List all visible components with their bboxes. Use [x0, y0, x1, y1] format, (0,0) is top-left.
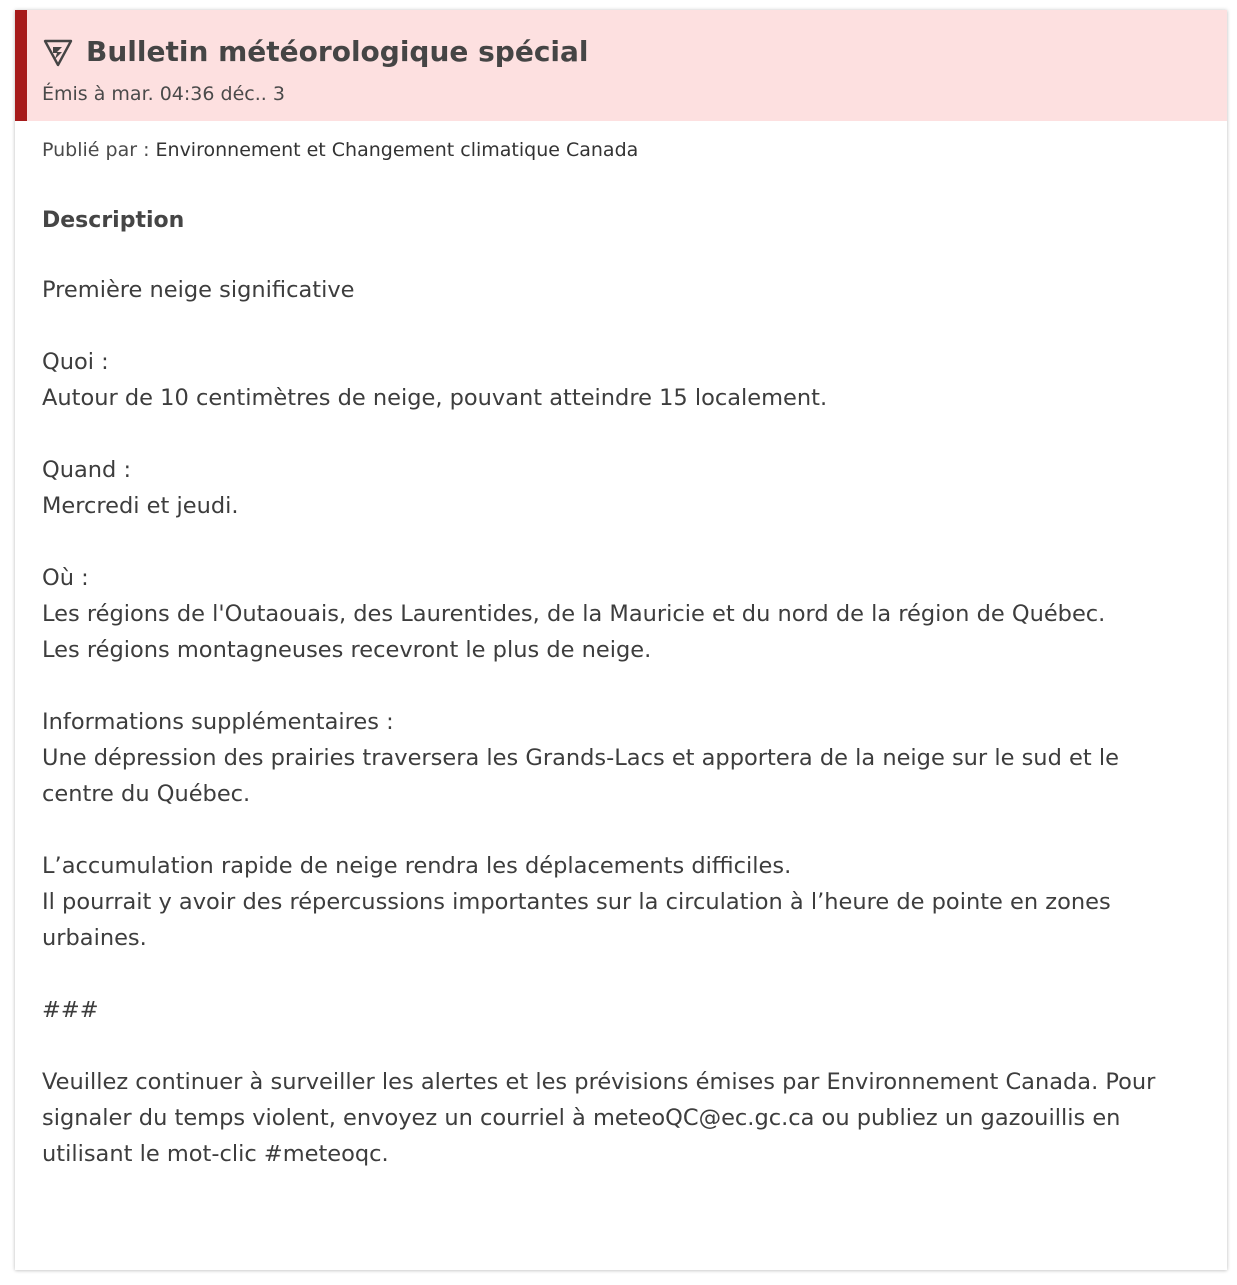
- publisher-line: [42, 139, 638, 161]
- alert-shield-icon: [42, 36, 74, 68]
- issued-timestamp: Émis à mar. 04:36 déc.. 3: [42, 83, 285, 105]
- alert-title-row: [42, 35, 589, 68]
- alert-card: [15, 10, 1227, 1270]
- description-heading: Description: [42, 208, 185, 233]
- alert-header: [15, 10, 1227, 121]
- description-text: Première neige significative Quoi : Autour de 10 centimètres de neige, pouvant atteindre 15 localement. Quand : Mercredi et jeudi. Où : Les régions de l'Outaouais, des Laurentides, de la Mauricie et du nord de la région de Québec. Les régions montagneuses recevront le plus de neige. Informations supplémentaires : Une dépression des prairies traversera les Grands-Lacs et apportera de la neige sur le sud et le centre du Québec. L’accumulation rapide de neige rendra les déplacements difficiles. Il pourrait y avoir des répercussions importantes sur la circulation à l’heure de pointe en zones urbaines. ### Veuillez continuer à surveiller les alertes et les prévisions émises par Environnement Canada. Pour signaler du temps violent, envoyez un courriel à meteoQC@ec.gc.ca ou publiez un gazouillis en utilisant le mot-clic #meteoqc.: [42, 277, 1156, 1167]
- alert-title: Bulletin météorologique spécial: [86, 35, 589, 68]
- publisher-label: Publié par :: [42, 139, 156, 161]
- publisher-name: Environnement et Changement climatique Canada: [155, 139, 639, 161]
